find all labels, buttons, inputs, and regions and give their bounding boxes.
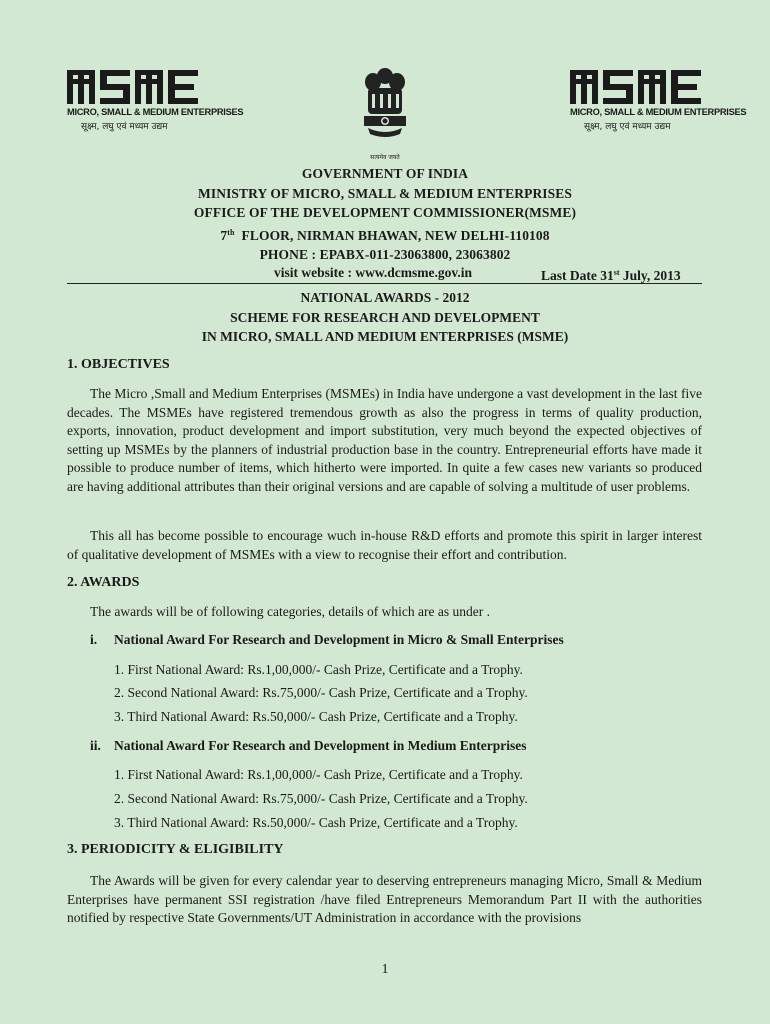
section-title-objectives: 1. OBJECTIVES bbox=[67, 357, 170, 372]
award-item: 3. Third National Award: Rs.50,000/- Cash Prize, Certificate and a Trophy. bbox=[114, 815, 518, 830]
logo-english-text: MICRO, SMALL & MEDIUM ENTERPRISES bbox=[67, 107, 244, 118]
page-number: 1 bbox=[381, 962, 389, 977]
award-item: 2. Second National Award: Rs.75,000/- Cash Prize, Certificate and a Trophy. bbox=[114, 791, 528, 806]
award-category-1-title: i. National Award For Research and Development in Micro & Small Enterprises bbox=[90, 632, 564, 647]
header-line-ministry: MINISTRY OF MICRO, SMALL & MEDIUM ENTERPRISES bbox=[198, 185, 572, 201]
last-date: Last Date 31st July, 2013 bbox=[541, 267, 681, 283]
document-title bbox=[0, 288, 770, 347]
header-phone: PHONE : EPABX-011-23063800, 23063802 bbox=[259, 247, 511, 262]
msme-logo-left bbox=[67, 70, 244, 132]
objectives-paragraph-1: The Micro ,Small and Medium Enterprises (MSMEs) in India have undergone a vast development in the last five decades. The MSMEs have registered tremendous growth as also the progress in terms of quality production, exports, innovation, product development and import substitution, very much beyond the expected objectives of setting up MSMEs by the planners of industrial production base in the country. Entrepreneurial efforts have made it possible to produce number of items, which hitherto were imported. In quite a few cases new variants so produced are having additional attributes than their original versions and are capable of solving a multitude of user problems. bbox=[67, 386, 702, 494]
website-line bbox=[0, 265, 770, 285]
section-title-periodicity: 3. PERIODICITY & ELIGIBILITY bbox=[67, 842, 284, 857]
msme-wordmark-icon bbox=[67, 70, 199, 104]
title-line-3: IN MICRO, SMALL AND MEDIUM ENTERPRISES (MSME) bbox=[201, 329, 569, 344]
header-divider bbox=[67, 283, 702, 284]
msme-wordmark-icon bbox=[570, 70, 702, 104]
national-emblem bbox=[358, 66, 412, 161]
website-text: visit website : www.dcmsme.gov.in bbox=[274, 264, 472, 280]
award-item: 2. Second National Award: Rs.75,000/- Cash Prize, Certificate and a Trophy. bbox=[114, 685, 528, 700]
emblem-motto: सत्यमेव जयते bbox=[370, 154, 400, 161]
header-line-office: OFFICE OF THE DEVELOPMENT COMMISSIONER(MSME) bbox=[193, 205, 577, 220]
award-item: 1. First National Award: Rs.1,00,000/- Cash Prize, Certificate and a Trophy. bbox=[114, 767, 523, 782]
header-line-govt: GOVERNMENT OF INDIA bbox=[301, 166, 469, 181]
award-item: 3. Third National Award: Rs.50,000/- Cash Prize, Certificate and a Trophy. bbox=[114, 709, 518, 724]
awards-intro: The awards will be of following categories, details of which are as under . bbox=[90, 604, 490, 619]
objectives-paragraph-2: This all has become possible to encourage wuch in-house R&D efforts and promote this spirit in larger interest of qualitative development of MSMEs with a view to recognise their effort and contribution. bbox=[67, 528, 702, 562]
header-address: 7th FLOOR, NIRMAN BHAWAN, NEW DELHI-110108 bbox=[220, 227, 550, 243]
lion-capital-icon bbox=[358, 66, 412, 146]
award-item: 1. First National Award: Rs.1,00,000/- Cash Prize, Certificate and a Trophy. bbox=[114, 662, 523, 677]
title-line-2: SCHEME FOR RESEARCH AND DEVELOPMENT bbox=[230, 309, 540, 325]
logo-hindi-text: सूक्ष्म, लघु एवं मध्यम उद्यम bbox=[81, 122, 168, 132]
msme-logo-right bbox=[570, 70, 747, 132]
logo-english-text: MICRO, SMALL & MEDIUM ENTERPRISES bbox=[570, 107, 747, 118]
letterhead bbox=[0, 164, 770, 285]
title-line-1: NATIONAL AWARDS - 2012 bbox=[300, 290, 470, 305]
section-title-awards: 2. AWARDS bbox=[67, 575, 140, 590]
periodicity-paragraph: The Awards will be given for every calendar year to deserving entrepreneurs managing Micro, Small & Medium Enterprises have permanent SSI registration /have filed Entrepreneurs Memorandum Part II with the authorities notified by respective State Governments/UT Administration in accordance with the provisions bbox=[67, 873, 702, 926]
award-category-2-title: ii. National Award For Research and Development in Medium Enterprises bbox=[90, 738, 527, 753]
logo-hindi-text: सूक्ष्म, लघु एवं मध्यम उद्यम bbox=[584, 122, 671, 132]
